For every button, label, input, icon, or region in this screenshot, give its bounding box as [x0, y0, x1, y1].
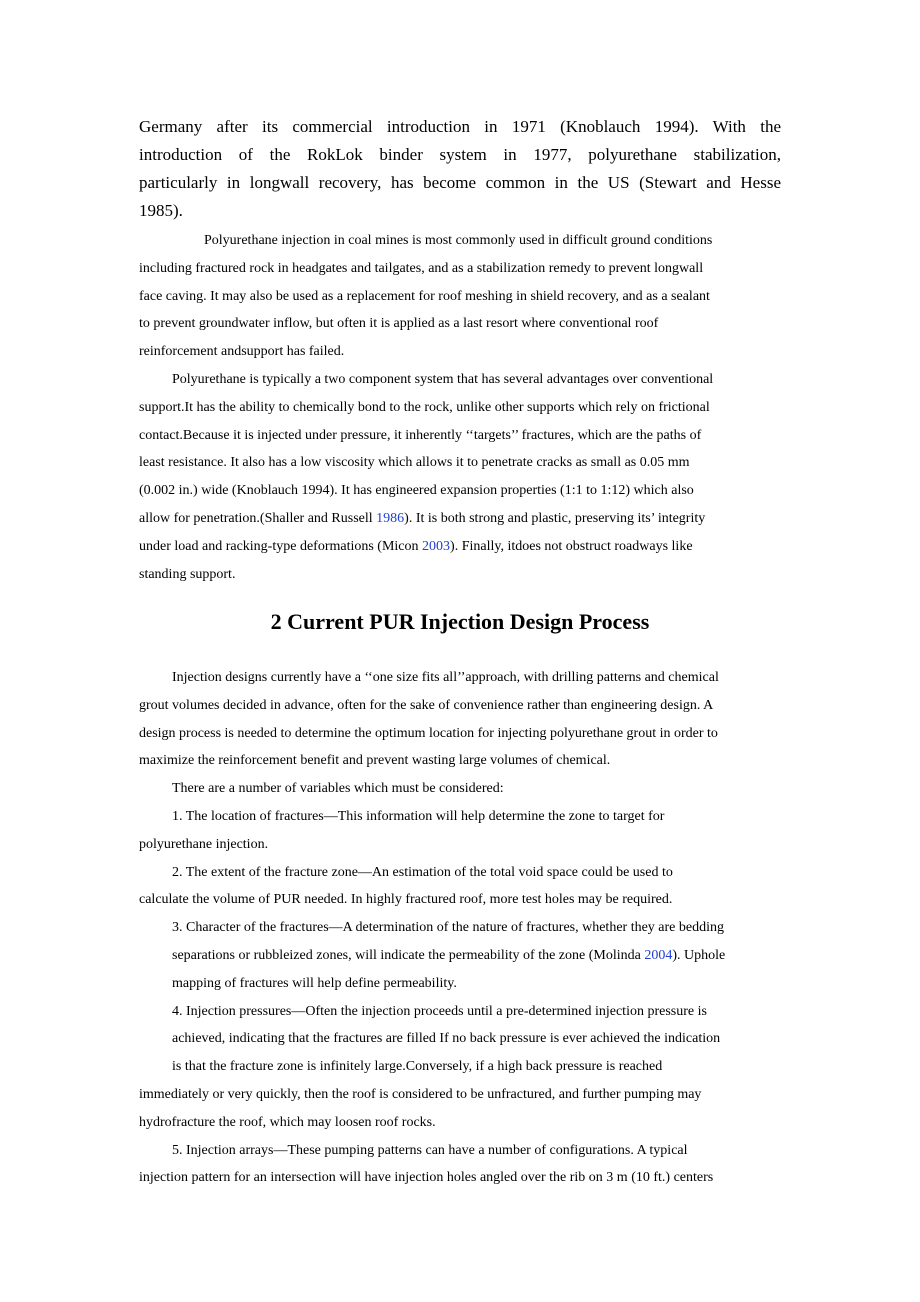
- text-line: support.It has the ability to chemically bond to the rock, unlike other supports which rely on frictional: [139, 399, 710, 415]
- list-item: 5. Injection arrays—These pumping patterns can have a number of configurations. A typical: [172, 1142, 688, 1158]
- text-line: to prevent groundwater inflow, but often it is applied as a last resort where conventional roof: [139, 316, 659, 332]
- section-heading: 2 Current PUR Injection Design Process: [270, 609, 650, 634]
- text-line: (0.002 in.) wide (Knoblauch 1994). It has engineered expansion properties (1:1 to 1:12) which also: [139, 483, 694, 499]
- text-line: including fractured rock in headgates and tailgates, and as a stabilization remedy to prevent longwall: [139, 260, 704, 276]
- text-line: face caving. It may also be used as a replacement for roof meshing in shield recovery, and as a sealant: [139, 288, 710, 304]
- text-line: Polyurethane is typically a two component system that has several advantages over conventional: [172, 372, 714, 387]
- text-line: standing support.: [139, 566, 236, 582]
- text-line: mapping of fractures will help define permeability.: [172, 975, 457, 991]
- text-line: is that the fracture zone is infinitely large.Conversely, if a high back pressure is reached: [172, 1059, 663, 1075]
- text-line: polyurethane injection.: [139, 836, 269, 852]
- paragraph-pur-uses: [139, 227, 781, 366]
- citation-link[interactable]: 2004: [644, 947, 673, 963]
- text-line: 1985).: [139, 201, 183, 220]
- text-line: hydrofracture the roof, which may loosen roof rocks.: [139, 1114, 436, 1130]
- text-line: injection pattern for an intersection will have injection holes angled over the rib on 3 m (10 ft.) centers: [139, 1170, 714, 1186]
- text-line: allow for penetration.(Shaller and Russell 1986). It is both strong and plastic, preserving its’ integrity: [139, 510, 706, 526]
- text-line: maximize the reinforcement benefit and prevent wasting large volumes of chemical.: [139, 753, 611, 769]
- text-line: separations or rubbleized zones, will indicate the permeability of the zone (Molinda 2004). Uphole: [172, 947, 726, 963]
- list-item: 4. Injection pressures—Often the injection proceeds until a pre-determined injection pressure is: [172, 1003, 707, 1019]
- text-line: calculate the volume of PUR needed. In highly fractured roof, more test holes may be required.: [139, 892, 673, 908]
- text-line: design process is needed to determine the optimum location for injecting polyurethane grout in order to: [139, 725, 718, 741]
- paragraph-pur-advantages: [139, 366, 781, 588]
- text-line: particularly in longwall recovery, has become common in the US (Stewart and Hesse: [139, 173, 781, 192]
- list-item: 3. Character of the fractures—A determination of the nature of fractures, whether they are bedding: [172, 920, 724, 936]
- intro-paragraph: [139, 113, 781, 225]
- text-line: immediately or very quickly, then the roof is considered to be unfractured, and further pumping may: [139, 1086, 702, 1102]
- text-line: introduction of the RokLok binder system in 1977, polyurethane stabilization,: [139, 145, 781, 164]
- text-line: contact.Because it is injected under pressure, it inherently ‘‘targets’’ fractures, which are the paths of: [139, 427, 702, 443]
- text-line: reinforcement andsupport has failed.: [139, 344, 345, 360]
- citation-link[interactable]: 2003: [422, 538, 451, 554]
- text-line: achieved, indicating that the fractures are filled If no back pressure is ever achieved the indication: [172, 1031, 721, 1047]
- text-line: There are a number of variables which must be considered:: [172, 781, 504, 797]
- text-line: Injection designs currently have a ‘‘one size fits all’’approach, with drilling patterns and chemical: [172, 670, 719, 685]
- text-line: Germany after its commercial introduction in 1971 (Knoblauch 1994). With the: [139, 117, 781, 136]
- paragraph-design-process: [139, 664, 781, 1192]
- citation-link[interactable]: 1986: [376, 510, 405, 526]
- list-item: 2. The extent of the fracture zone—An estimation of the total void space could be used to: [172, 864, 673, 880]
- list-item: 1. The location of fractures—This information will help determine the zone to target for: [172, 808, 665, 824]
- text-line: under load and racking-type deformations (Micon 2003). Finally, itdoes not obstruct roadways like: [139, 538, 693, 554]
- text-line: grout volumes decided in advance, often for the sake of convenience rather than engineering design. A: [139, 697, 714, 713]
- text-line: Polyurethane injection in coal mines is most commonly used in difficult ground conditions: [204, 233, 713, 248]
- text-line: least resistance. It also has a low viscosity which allows it to penetrate cracks as small as 0.05 mm: [139, 455, 690, 471]
